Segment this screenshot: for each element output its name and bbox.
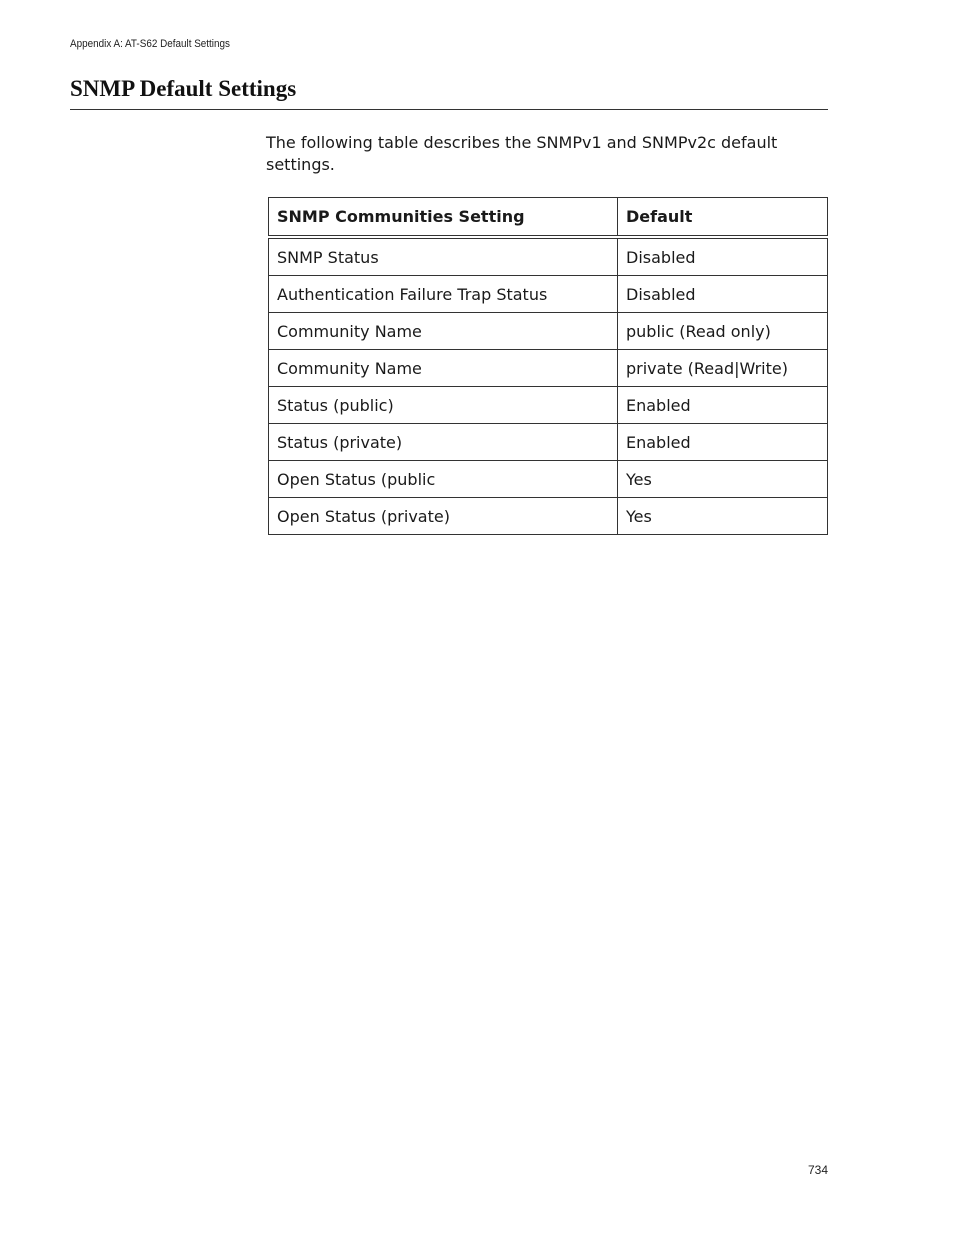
default-cell: Disabled xyxy=(618,237,828,276)
default-cell: Disabled xyxy=(618,276,828,313)
default-cell: Enabled xyxy=(618,424,828,461)
setting-cell: Community Name xyxy=(269,350,618,387)
snmp-settings-table xyxy=(268,197,828,535)
setting-cell: Open Status (private) xyxy=(269,498,618,535)
title-rule xyxy=(70,109,828,110)
setting-cell: Open Status (public xyxy=(269,461,618,498)
setting-cell: Community Name xyxy=(269,313,618,350)
table-row xyxy=(269,237,828,276)
table-header-row xyxy=(269,198,828,238)
table-row xyxy=(269,313,828,350)
setting-cell: SNMP Status xyxy=(269,237,618,276)
page-number: 734 xyxy=(807,1163,828,1177)
default-cell: Enabled xyxy=(618,387,828,424)
default-cell: Yes xyxy=(618,498,828,535)
setting-cell: Status (public) xyxy=(269,387,618,424)
table-row xyxy=(269,350,828,387)
intro-paragraph: The following table describes the SNMPv1 and SNMPv2c default settings. xyxy=(266,133,778,174)
table-row xyxy=(269,498,828,535)
setting-cell: Authentication Failure Trap Status xyxy=(269,276,618,313)
table-row xyxy=(269,424,828,461)
running-header: Appendix A: AT-S62 Default Settings xyxy=(70,38,230,50)
default-cell: public (Read only) xyxy=(618,313,828,350)
section-title: SNMP Default Settings xyxy=(70,76,297,101)
column-header-default: Default xyxy=(618,198,828,238)
default-cell: private (Read|Write) xyxy=(618,350,828,387)
table-row xyxy=(269,387,828,424)
setting-cell: Status (private) xyxy=(269,424,618,461)
column-header-setting: SNMP Communities Setting xyxy=(269,198,618,238)
table-row xyxy=(269,276,828,313)
default-cell: Yes xyxy=(618,461,828,498)
table-row xyxy=(269,461,828,498)
